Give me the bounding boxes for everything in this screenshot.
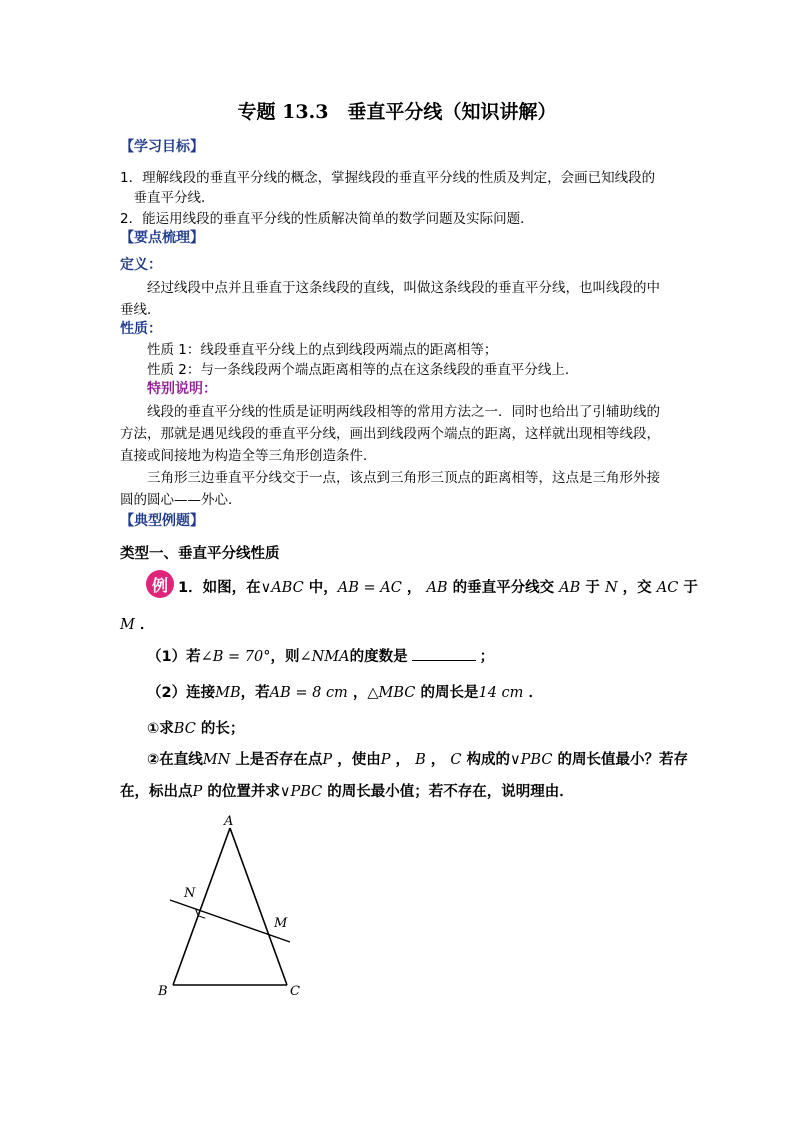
example-line-2: M ． (120, 617, 155, 633)
label-m: M (274, 916, 288, 931)
subquestion-2-line-1: ②在直线MN 上是否存在点P ，使由P ， B ， C 构成的∨PBC 的周长值最小？若存 (147, 752, 688, 768)
section-key-points: 【要点梳理】 (120, 230, 204, 246)
definition-line-2: 垂线． (120, 302, 161, 318)
triangle-figure (150, 805, 320, 1005)
label-a: A (224, 814, 234, 829)
special-line-1: 线段的垂直平分线的性质是证明两线段相等的常用方法之一．同时也给出了引辅助线的 (147, 404, 660, 420)
special-line-4: 三角形三边垂直平分线交于一点，该点到三角形三顶点的距离相等，这点是三角形外接 (147, 470, 660, 486)
special-line-2: 方法，那就是遇见线段的垂直平分线，画出到线段两个端点的距离，这样就出现相等线段， (120, 426, 660, 442)
goal-line-2: 垂直平分线． (120, 190, 215, 206)
definition-line-1: 经过线段中点并且垂直于这条线段的直线，叫做这条线段的垂直平分线，也叫线段的中 (147, 280, 660, 296)
label-n: N (184, 886, 196, 901)
question-1: （1）若∠B = 70°，则∠NMA的度数是 ； (147, 645, 494, 666)
type-heading: 类型一、垂直平分线性质 (120, 546, 280, 562)
special-line-5: 圆的圆心——外心． (120, 492, 242, 508)
goal-line-3: 2．能运用线段的垂直平分线的性质解决简单的数学问题及实际问题． (120, 211, 534, 227)
question-2: （2）连接MB，若AB = 8 cm ，△MBC 的周长是14 cm ． (147, 685, 543, 701)
special-note-label: 特别说明： (147, 381, 217, 397)
side-ac (230, 828, 287, 985)
section-learning-goals: 【学习目标】 (120, 139, 204, 155)
perpendicular-bisector-mn (170, 900, 290, 942)
answer-blank (412, 646, 476, 661)
label-b: B (158, 984, 168, 999)
example-line-1: 1．如图，在∨ABC 中，AB = AC ， AB 的垂直平分线交 AB 于 N ，交 AC 于 (178, 580, 698, 596)
definition-label: 定义： (120, 257, 162, 273)
side-ab (173, 828, 230, 985)
goal-line-1: 1．理解线段的垂直平分线的概念，掌握线段的垂直平分线的性质及判定，会画已知线段的 (120, 170, 656, 186)
property-2: 性质 2：与一条线段两个端点距离相等的点在这条线段的垂直平分线上． (147, 362, 579, 378)
special-line-3: 直接或间接地为构造全等三角形创造条件． (120, 448, 377, 464)
subquestion-1: ①求BC 的长； (147, 721, 245, 737)
label-c: C (290, 984, 300, 999)
section-typical-examples: 【典型例题】 (120, 513, 204, 529)
example-badge: 例 (146, 570, 174, 598)
subquestion-2-line-2: 在，标出点P 的位置并求∨PBC 的周长最小值；若不存在，说明理由． (120, 784, 574, 800)
page-title: 专题 13.3 垂直平分线（知识讲解） (237, 101, 557, 123)
property-1: 性质 1：线段垂直平分线上的点到线段两端点的距离相等； (147, 342, 498, 358)
properties-label: 性质： (120, 321, 162, 337)
